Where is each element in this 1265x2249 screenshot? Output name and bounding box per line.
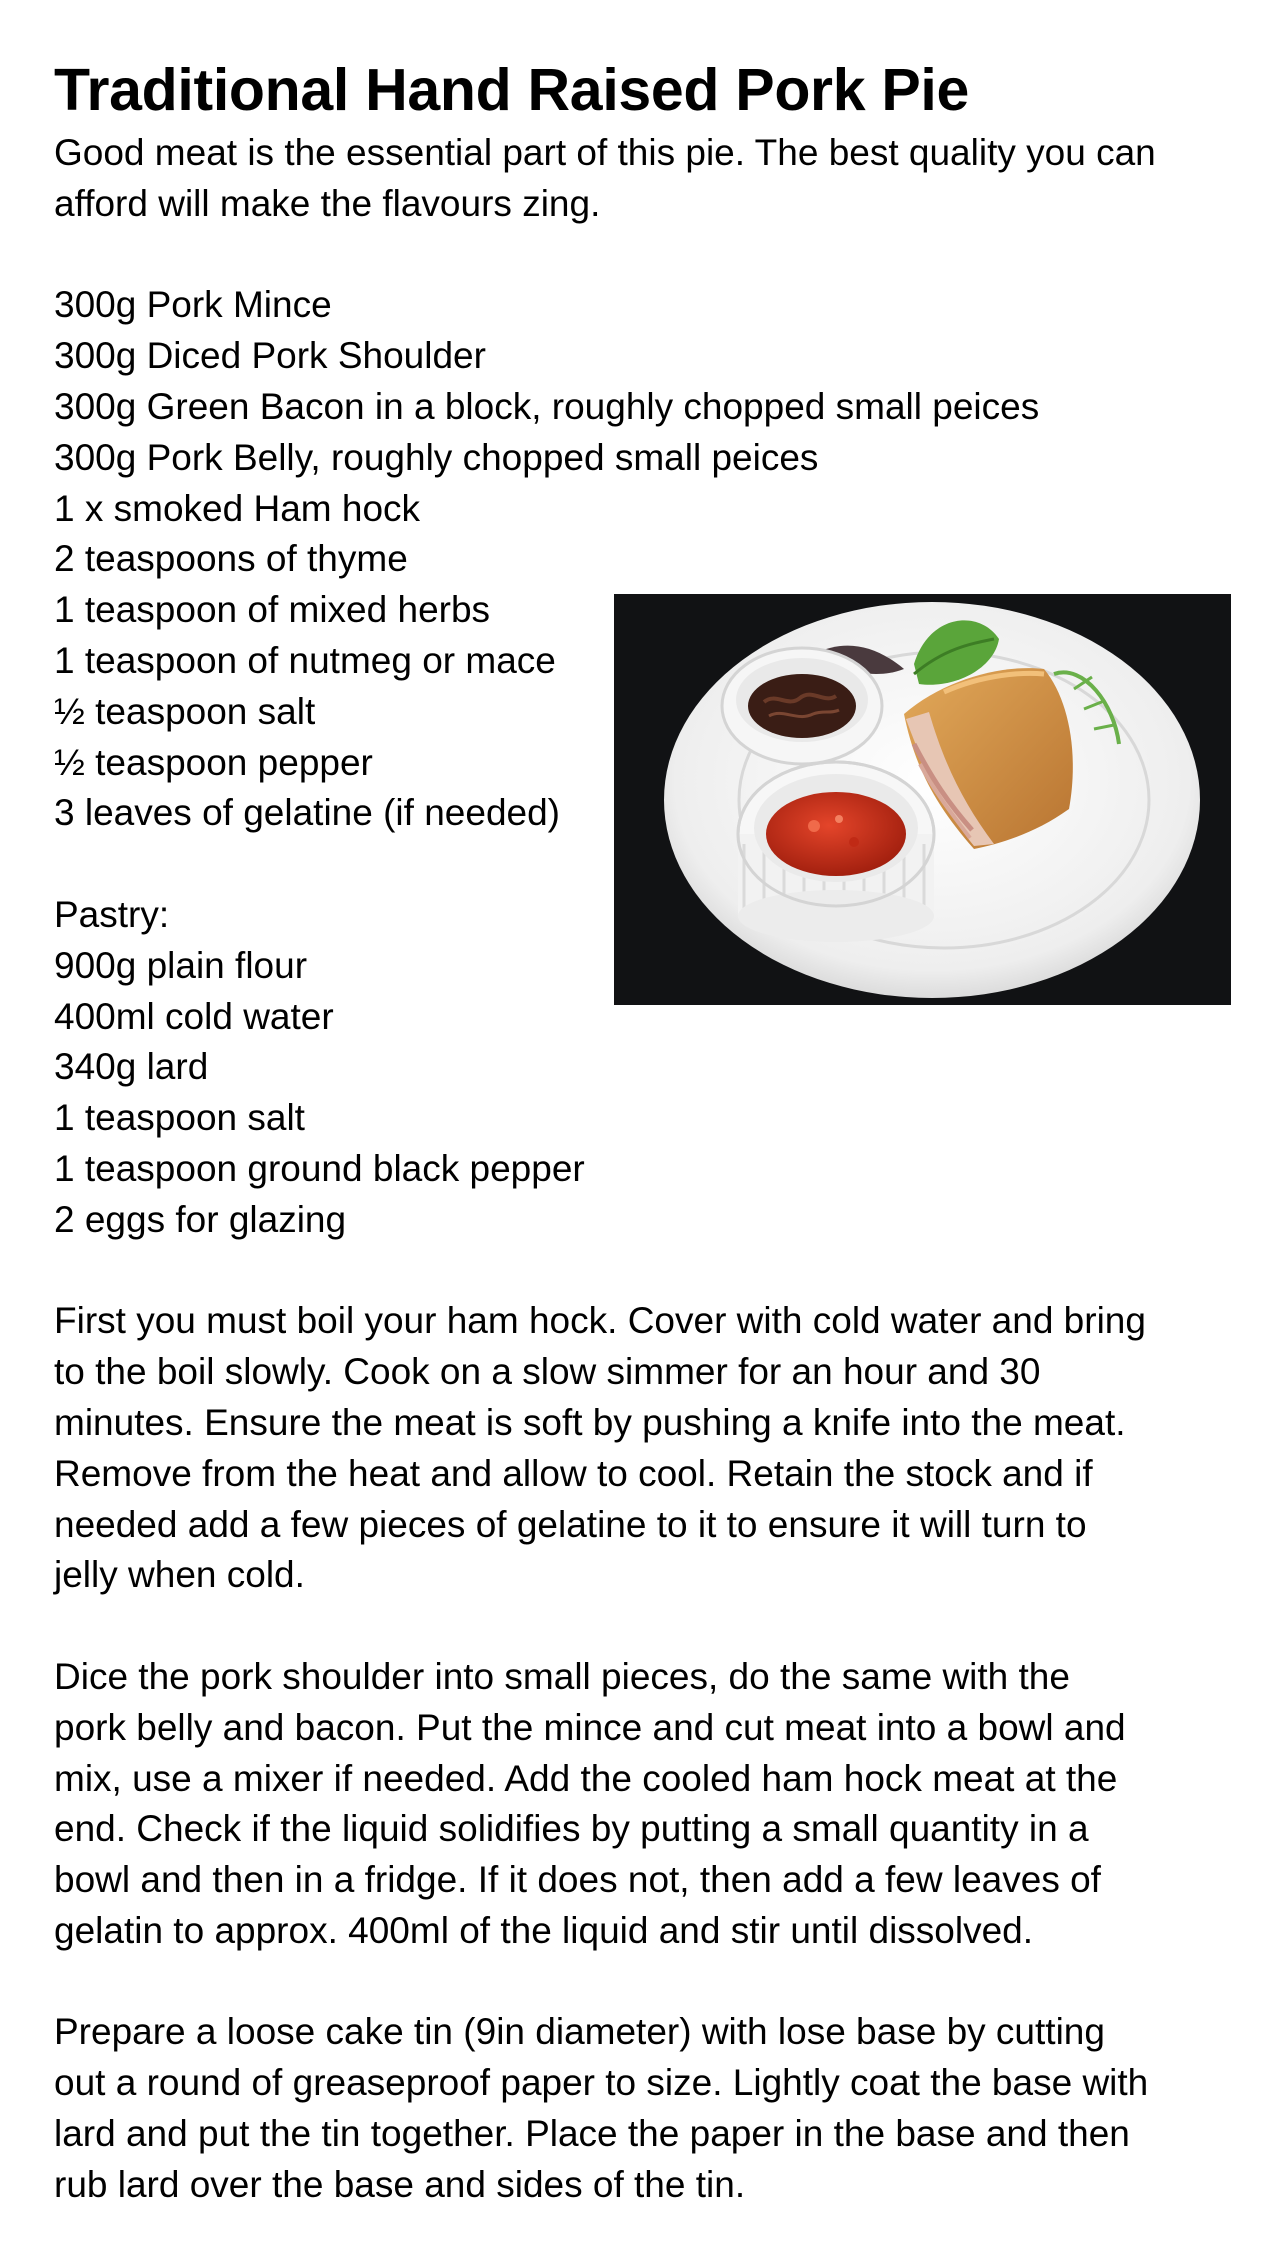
ingredient-item: 1 x smoked Ham hock xyxy=(54,487,421,529)
method-line: end. Check if the liquid solidifies by putting a small quantity in a xyxy=(54,1808,1089,1850)
method-line: out a round of greaseproof paper to size. Lightly coat the base with xyxy=(54,2062,1149,2104)
method-line: jelly when cold. xyxy=(54,1554,305,1596)
recipe-page xyxy=(54,52,1224,2211)
spacer xyxy=(54,1957,1224,2008)
ingredient-item: 3 leaves of gelatine (if needed) xyxy=(54,792,561,834)
spacer xyxy=(54,1246,1224,1297)
ingredient-item: 2 teaspoons of thyme xyxy=(54,538,408,580)
pastry-item: 1 teaspoon ground black pepper xyxy=(54,1147,585,1189)
spacer xyxy=(54,230,1224,281)
recipe-title: Traditional Hand Raised Pork Pie xyxy=(54,57,969,123)
pastry-item: 340g lard xyxy=(54,1046,209,1088)
method-paragraph xyxy=(54,1652,1224,1957)
method-line: pork belly and bacon. Put the mince and cut meat into a bowl and xyxy=(54,1706,1126,1748)
method-line: lard and put the tin together. Place the paper in the base and then xyxy=(54,2113,1130,2155)
spacer xyxy=(54,1601,1224,1652)
method-line: minutes. Ensure the meat is soft by pushing a knife into the meat. xyxy=(54,1401,1126,1443)
method-line: Remove from the heat and allow to cool. Retain the stock and if xyxy=(54,1452,1093,1494)
ingredient-item: 300g Diced Pork Shoulder xyxy=(54,335,486,377)
pork-pie-photo xyxy=(614,594,1231,1005)
pastry-item: 900g plain flour xyxy=(54,944,308,986)
ingredient-item: ½ teaspoon pepper xyxy=(54,741,373,783)
method-line: Prepare a loose cake tin (9in diameter) with lose base by cutting xyxy=(54,2011,1105,2053)
method-line: gelatin to approx. 400ml of the liquid and stir until dissolved. xyxy=(54,1909,1034,1951)
ingredient-item: 1 teaspoon of nutmeg or mace xyxy=(54,639,556,681)
ingredient-item: 1 teaspoon of mixed herbs xyxy=(54,589,491,631)
method-paragraph xyxy=(54,2007,1224,2210)
method-line: mix, use a mixer if needed. Add the cooled ham hock meat at the xyxy=(54,1757,1118,1799)
pork-pie-illustration xyxy=(614,594,1231,1005)
ingredient-item: 300g Pork Belly, roughly chopped small peices xyxy=(54,436,819,478)
tomato-sauce xyxy=(766,792,906,876)
pastry-item: 400ml cold water xyxy=(54,995,334,1037)
method-paragraph xyxy=(54,1296,1224,1601)
method-line: bowl and then in a fridge. If it does not, then add a few leaves of xyxy=(54,1859,1101,1901)
method-line: needed add a few pieces of gelatine to it to ensure it will turn to xyxy=(54,1503,1087,1545)
ingredient-item: ½ teaspoon salt xyxy=(54,690,316,732)
method-line: First you must boil your ham hock. Cover with cold water and bring xyxy=(54,1300,1146,1342)
ingredient-item: 300g Green Bacon in a block, roughly chopped small peices xyxy=(54,385,1040,427)
intro-text xyxy=(54,128,1224,230)
pastry-item: 2 eggs for glazing xyxy=(54,1198,347,1240)
ingredient-item: 300g Pork Mince xyxy=(54,284,332,326)
method-line: to the boil slowly. Cook on a slow simmer for an hour and 30 xyxy=(54,1351,1041,1393)
intro-line: afford will make the flavours zing. xyxy=(54,182,601,224)
pastry-heading: Pastry: xyxy=(54,893,170,935)
pastry-item: 1 teaspoon salt xyxy=(54,1097,305,1139)
intro-line: Good meat is the essential part of this pie. The best quality you can xyxy=(54,132,1156,173)
method-line: Dice the pork shoulder into small pieces, do the same with the xyxy=(54,1655,1070,1697)
method-line: rub lard over the base and sides of the tin. xyxy=(54,2163,746,2205)
